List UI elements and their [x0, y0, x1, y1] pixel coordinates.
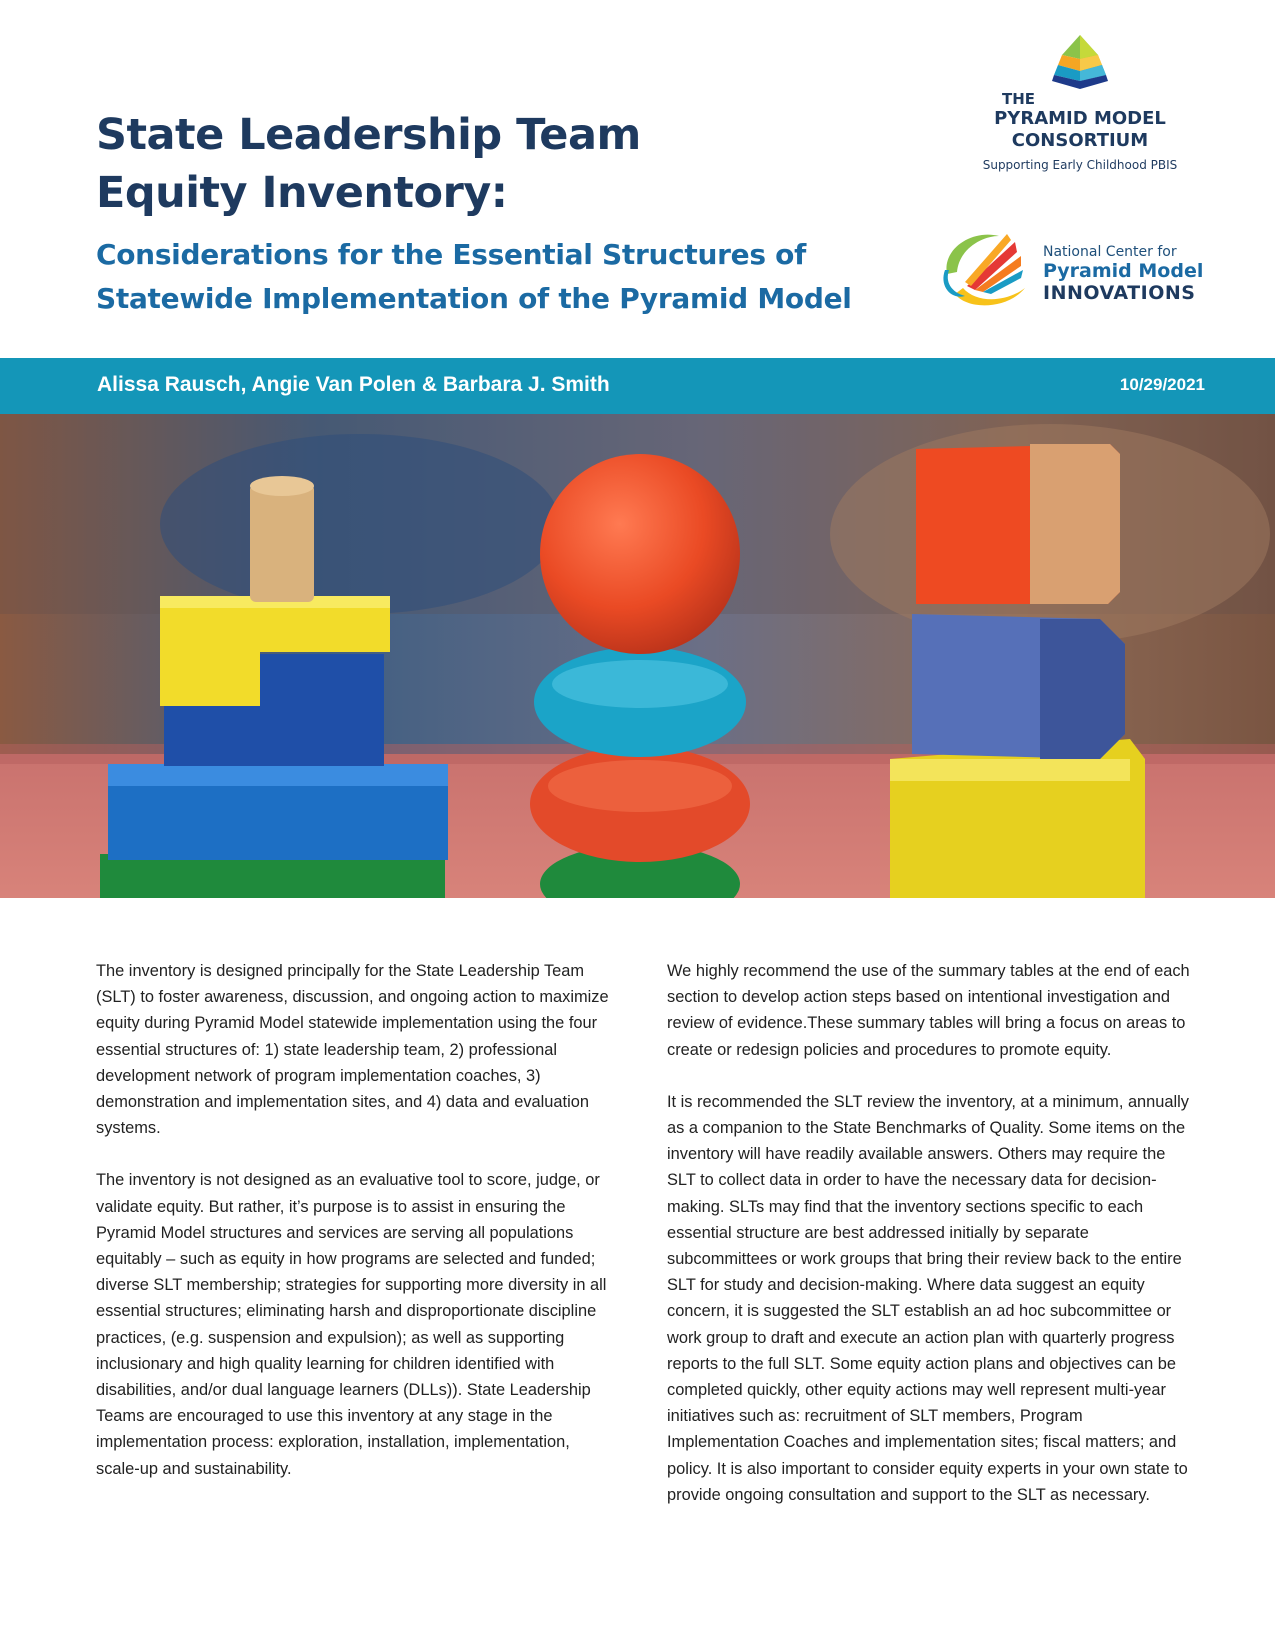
consortium-line-1: PYRAMID MODEL: [994, 108, 1166, 129]
ncpmi-logo: [937, 224, 1207, 314]
ncpmi-line-3: INNOVATIONS: [1043, 282, 1196, 304]
ncpmi-line-2: Pyramid Model: [1043, 260, 1204, 282]
title-line-1: State Leadership Team: [96, 110, 641, 160]
authors: Alissa Rausch, Angie Van Polen & Barbara J. Smith: [97, 373, 610, 396]
page-title: [96, 106, 641, 222]
ncpmi-line-1: National Center for: [1043, 244, 1177, 260]
page-subtitle: [96, 233, 852, 321]
toy-blocks-illustration: [0, 414, 1275, 898]
body-paragraph: We highly recommend the use of the summary tables at the end of each section to develop action steps based on intentional investigation and review of evidence.These summary tables will bring a focus on areas to create or redesign policies and procedures to promote equity.: [667, 962, 1190, 1059]
swirl-icon: [937, 224, 1037, 310]
title-line-2: Equity Inventory:: [96, 168, 508, 218]
pyramid-icon: [1050, 35, 1110, 91]
hero-photo-toy-blocks: [0, 414, 1275, 898]
pyramid-model-consortium-logo: [960, 35, 1200, 172]
consortium-the: THE: [1002, 90, 1036, 108]
consortium-tagline: Supporting Early Childhood PBIS: [982, 158, 1178, 172]
body-paragraph: The inventory is not designed as an evaluative tool to score, judge, or validate equity. But rather, it’s purpose is to assist in ensuring the Pyramid Model structures and services are serving all populations equitably – such as equity in how programs are selected and funded; diverse SLT membership; strategies for supporting more diversity in all essential structures; eliminating harsh and disproportionate discipline practices, (e.g. suspension and expulsion); as well as supporting inclusionary and high quality learning for children identified with disabilities, and/or dual language learners (DLLs)). State Leadership Teams are encouraged to use this inventory at any stage in the implementation process: exploration, installation, implementation, scale-up and sustainability.: [96, 1171, 607, 1478]
publication-date: 10/29/2021: [1119, 375, 1205, 394]
subtitle-line-2: Statewide Implementation of the Pyramid Model: [96, 282, 852, 315]
subtitle-line-1: Considerations for the Essential Structures of: [96, 238, 806, 271]
consortium-line-2: CONSORTIUM: [1011, 130, 1149, 151]
body-paragraph: The inventory is designed principally for the State Leadership Team (SLT) to foster awareness, discussion, and ongoing action to maximize equity during Pyramid Model statewide implementation using the four essential structures of: 1) state leadership team, 2) professional development network of program implementation coaches, 3) demonstration and implementation sites, and 4) data and evaluation systems.: [96, 962, 609, 1138]
author-banner: [0, 358, 1275, 414]
body-paragraph: It is recommended the SLT review the inventory, at a minimum, annually as a companion to the State Benchmarks of Quality. Some items on the inventory will have readily available answers. Others may require the SLT to collect data in order to have the necessary data for decision-making. SLTs may find that the inventory sections specific to each essential structure are best addressed initially by separate subcommittees or work groups that bring their review back to the entire SLT for study and decision-making. Where data suggest an equity concern, it is suggested the SLT establish an ad hoc subcommittee or work group to draft and execute an action plan with quarterly progress reports to the full SLT. Some equity action plans and objectives can be completed quickly, other equity actions may well represent multi-year initiatives such as: recruitment of SLT members, Program Implementation Coaches and implementation sites; fiscal matters; and policy. It is also important to consider equity experts in your own state to provide ongoing consultation and support to the SLT as necessary.: [667, 1092, 1190, 1504]
body-column-right: [667, 958, 1197, 1534]
body-column-left: [96, 958, 616, 1508]
